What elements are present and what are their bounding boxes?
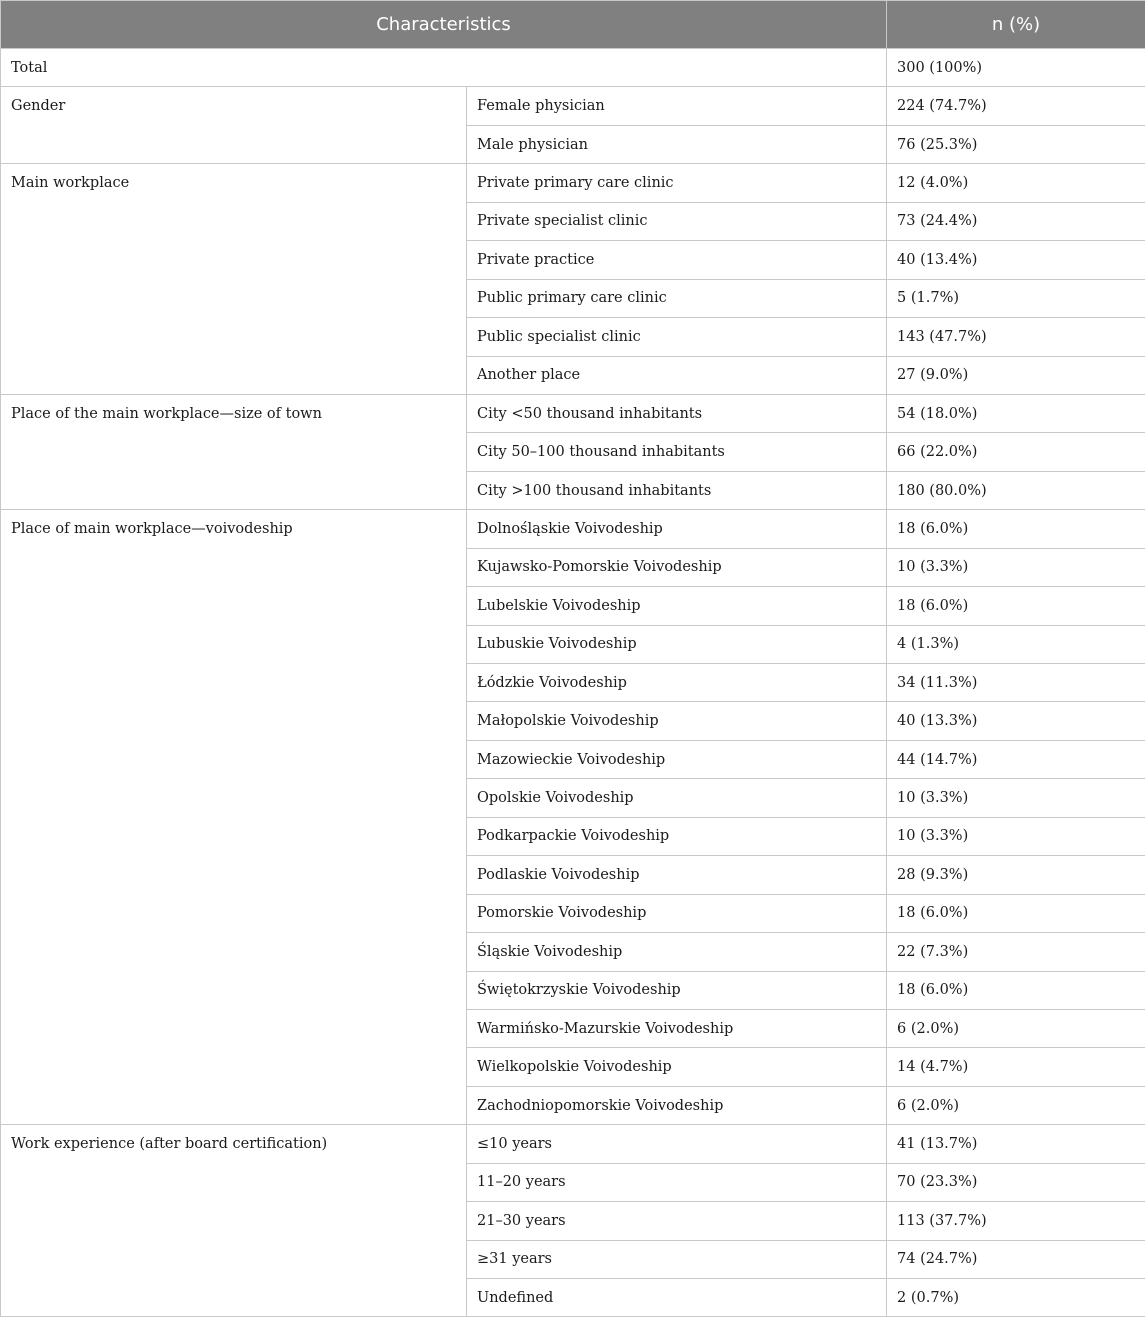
subcategory-label: Łódzkie Voivodeship (467, 664, 887, 702)
subcategory-label: Warmińsko-Mazurskie Voivodeship (467, 1009, 887, 1047)
table-header (1, 1, 1145, 49)
n-percent-value: 5 (1.7%) (887, 279, 1145, 317)
total-value: 300 (100%) (887, 49, 1145, 87)
n-percent-value: 27 (9.0%) (887, 356, 1145, 394)
subcategory-label: Opolskie Voivodeship (467, 779, 887, 817)
subcategory-label: Wielkopolskie Voivodeship (467, 1048, 887, 1086)
n-percent-value: 10 (3.3%) (887, 548, 1145, 586)
n-percent-value: 70 (23.3%) (887, 1163, 1145, 1201)
n-percent-value: 40 (13.3%) (887, 702, 1145, 740)
n-percent-value: 28 (9.3%) (887, 856, 1145, 894)
subcategory-label: Śląskie Voivodeship (467, 933, 887, 971)
subcategory-label: Private practice (467, 241, 887, 279)
subcategory-label: Małopolskie Voivodeship (467, 702, 887, 740)
n-percent-value: 10 (3.3%) (887, 817, 1145, 855)
n-percent-value: 10 (3.3%) (887, 779, 1145, 817)
table-row (1, 164, 1145, 202)
n-percent-value: 66 (22.0%) (887, 433, 1145, 471)
n-percent-value: 54 (18.0%) (887, 394, 1145, 432)
n-percent-value: 143 (47.7%) (887, 318, 1145, 356)
table-row (1, 510, 1145, 548)
category-label: Place of main workplace—voivodeship (1, 510, 467, 1125)
subcategory-label: Świętokrzyskie Voivodeship (467, 971, 887, 1009)
subcategory-label: Mazowieckie Voivodeship (467, 740, 887, 778)
subcategory-label: Public specialist clinic (467, 318, 887, 356)
n-percent-value: 4 (1.3%) (887, 625, 1145, 663)
subcategory-label: Kujawsko-Pomorskie Voivodeship (467, 548, 887, 586)
subcategory-label: Male physician (467, 125, 887, 163)
subcategory-label: Zachodniopomorskie Voivodeship (467, 1086, 887, 1124)
category-label: Place of the main workplace—size of town (1, 394, 467, 509)
category-label: Gender (1, 87, 467, 164)
n-percent-value: 12 (4.0%) (887, 164, 1145, 202)
n-percent-value: 14 (4.7%) (887, 1048, 1145, 1086)
n-percent-value: 113 (37.7%) (887, 1202, 1145, 1240)
table-row-total (1, 49, 1145, 87)
n-percent-value: 6 (2.0%) (887, 1086, 1145, 1124)
subcategory-label: Pomorskie Voivodeship (467, 894, 887, 932)
total-label: Total (1, 49, 887, 87)
table-row (1, 394, 1145, 432)
subcategory-label: Private specialist clinic (467, 202, 887, 240)
subcategory-label: ≤10 years (467, 1125, 887, 1163)
subcategory-label: 21–30 years (467, 1202, 887, 1240)
subcategory-label: City >100 thousand inhabitants (467, 471, 887, 509)
subcategory-label: Undefined (467, 1279, 887, 1317)
n-percent-value: 18 (6.0%) (887, 510, 1145, 548)
n-percent-value: 22 (7.3%) (887, 933, 1145, 971)
category-label: Main workplace (1, 164, 467, 395)
subcategory-label: Female physician (467, 87, 887, 125)
subcategory-label: Public primary care clinic (467, 279, 887, 317)
n-percent-value: 74 (24.7%) (887, 1240, 1145, 1278)
n-percent-value: 180 (80.0%) (887, 471, 1145, 509)
n-percent-value: 224 (74.7%) (887, 87, 1145, 125)
subcategory-label: Private primary care clinic (467, 164, 887, 202)
n-percent-value: 41 (13.7%) (887, 1125, 1145, 1163)
n-percent-value: 2 (0.7%) (887, 1279, 1145, 1317)
header-row (1, 1, 1145, 49)
n-percent-value: 18 (6.0%) (887, 894, 1145, 932)
subcategory-label: Podlaskie Voivodeship (467, 856, 887, 894)
n-percent-value: 44 (14.7%) (887, 740, 1145, 778)
category-label: Work experience (after board certification) (1, 1125, 467, 1317)
n-percent-value: 18 (6.0%) (887, 971, 1145, 1009)
subcategory-label: Another place (467, 356, 887, 394)
subcategory-label: Lubuskie Voivodeship (467, 625, 887, 663)
header-n-percent: n (%) (887, 1, 1145, 49)
table-row (1, 87, 1145, 125)
n-percent-value: 76 (25.3%) (887, 125, 1145, 163)
subcategory-label: Lubelskie Voivodeship (467, 587, 887, 625)
n-percent-value: 6 (2.0%) (887, 1009, 1145, 1047)
table-row (1, 1125, 1145, 1163)
subcategory-label: Dolnośląskie Voivodeship (467, 510, 887, 548)
n-percent-value: 18 (6.0%) (887, 587, 1145, 625)
table-body (1, 49, 1145, 1317)
subcategory-label: City <50 thousand inhabitants (467, 394, 887, 432)
header-characteristics: Characteristics (1, 1, 887, 49)
subcategory-label: 11–20 years (467, 1163, 887, 1201)
n-percent-value: 40 (13.4%) (887, 241, 1145, 279)
n-percent-value: 34 (11.3%) (887, 664, 1145, 702)
n-percent-value: 73 (24.4%) (887, 202, 1145, 240)
subcategory-label: Podkarpackie Voivodeship (467, 817, 887, 855)
subcategory-label: ≥31 years (467, 1240, 887, 1278)
subcategory-label: City 50–100 thousand inhabitants (467, 433, 887, 471)
